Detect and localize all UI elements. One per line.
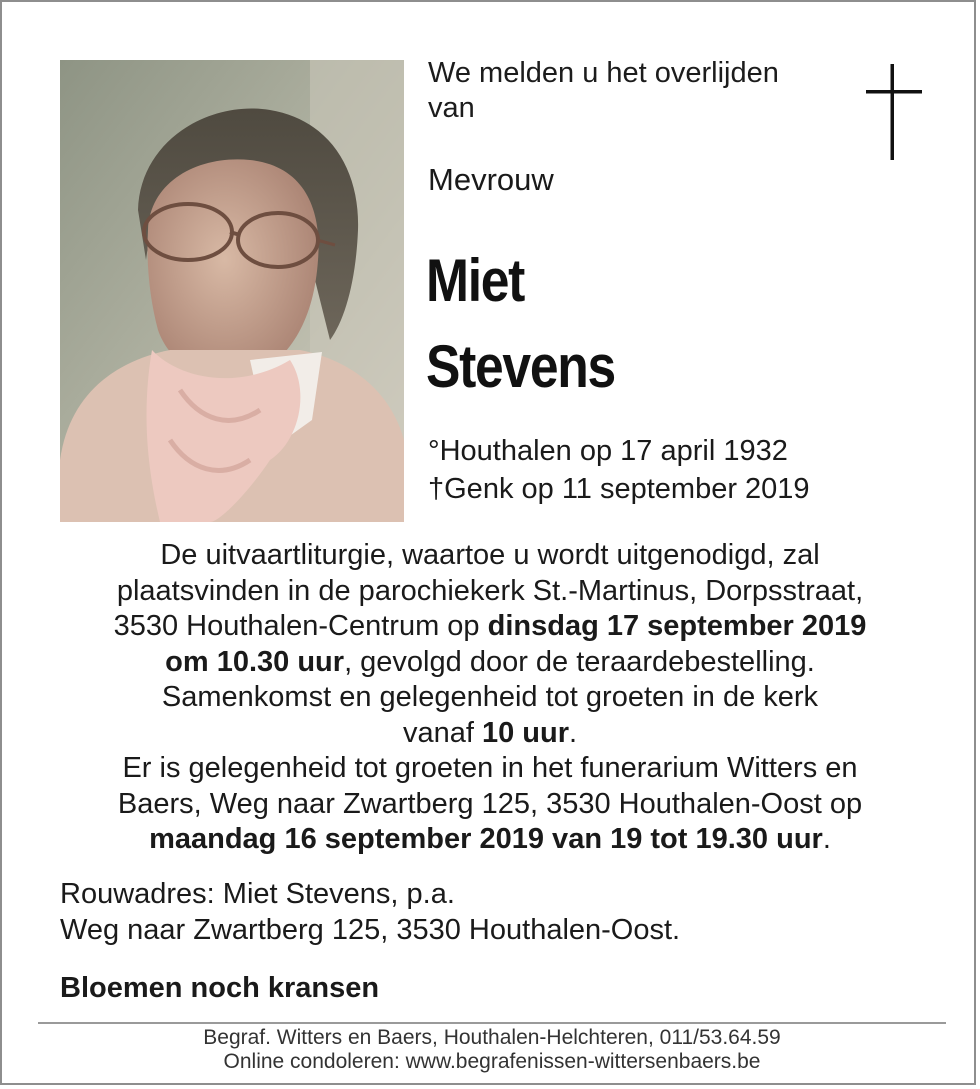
condolence-line: Online condoleren: www.begrafenissen-wittersenbaers.be	[223, 1050, 761, 1073]
address-line: Weg naar Zwartberg 125, 3530 Houthalen-Oost.	[60, 914, 681, 946]
flowers-note: Bloemen noch kransen	[60, 972, 380, 1004]
life-dates	[428, 432, 810, 508]
ceremony-line: Samenkomst en gelegenheid tot groeten in de kerk	[161, 681, 819, 713]
ceremony-text-span: .	[822, 823, 831, 855]
birth-line: °Houthalen op 17 april 1932	[428, 435, 788, 467]
portrait-photo	[60, 60, 404, 522]
gathering-time: 10 uur	[481, 716, 569, 749]
intro-line: We melden u het overlijden	[428, 57, 779, 89]
undertaker-footer	[38, 1026, 946, 1074]
portrait-image	[60, 60, 404, 522]
death-line: †Genk op 11 september 2019	[428, 473, 810, 505]
ceremony-text-span: , gevolgd door de teraardebestelling.	[344, 645, 815, 678]
ceremony-text-span: .	[568, 716, 578, 749]
ceremony-line	[32, 822, 948, 858]
honorific: Mevrouw	[428, 162, 554, 197]
address-line: Rouwadres: Miet Stevens, p.a.	[60, 878, 455, 910]
ceremony-line	[32, 609, 948, 645]
undertaker-line: Begraf. Witters en Baers, Houthalen-Helchteren, 011/53.64.59	[203, 1026, 781, 1049]
ceremony-line: Er is gelegenheid tot groeten in het funerarium Witters en	[122, 752, 858, 784]
ceremony-line	[32, 645, 948, 681]
ceremony-time: om 10.30 uur	[165, 645, 345, 678]
visitation-time: maandag 16 september 2019 van 19 tot 19.30 uur	[149, 823, 823, 855]
mourning-address	[60, 876, 680, 948]
ceremony-line: De uitvaartliturgie, waartoe u wordt uitgenodigd, zal	[160, 539, 820, 571]
ceremony-text-span: vanaf	[402, 716, 482, 749]
deceased-name	[426, 238, 615, 410]
ceremony-line: plaatsvinden in de parochiekerk St.-Martinus, Dorpsstraat,	[116, 574, 864, 607]
last-name: Stevens	[426, 333, 615, 400]
intro-line: van	[428, 92, 475, 124]
first-name: Miet	[426, 247, 525, 314]
ceremony-line: Baers, Weg naar Zwartberg 125, 3530 Houthalen-Oost op	[117, 787, 863, 820]
footer-divider	[38, 1022, 946, 1024]
announcement-intro	[428, 56, 848, 126]
ceremony-text-span: 3530 Houthalen-Centrum op	[113, 610, 488, 642]
ceremony-line	[32, 716, 948, 752]
ceremony-date: dinsdag 17 september 2019	[487, 610, 867, 642]
cross-icon	[864, 64, 924, 160]
ceremony-text	[32, 538, 948, 858]
